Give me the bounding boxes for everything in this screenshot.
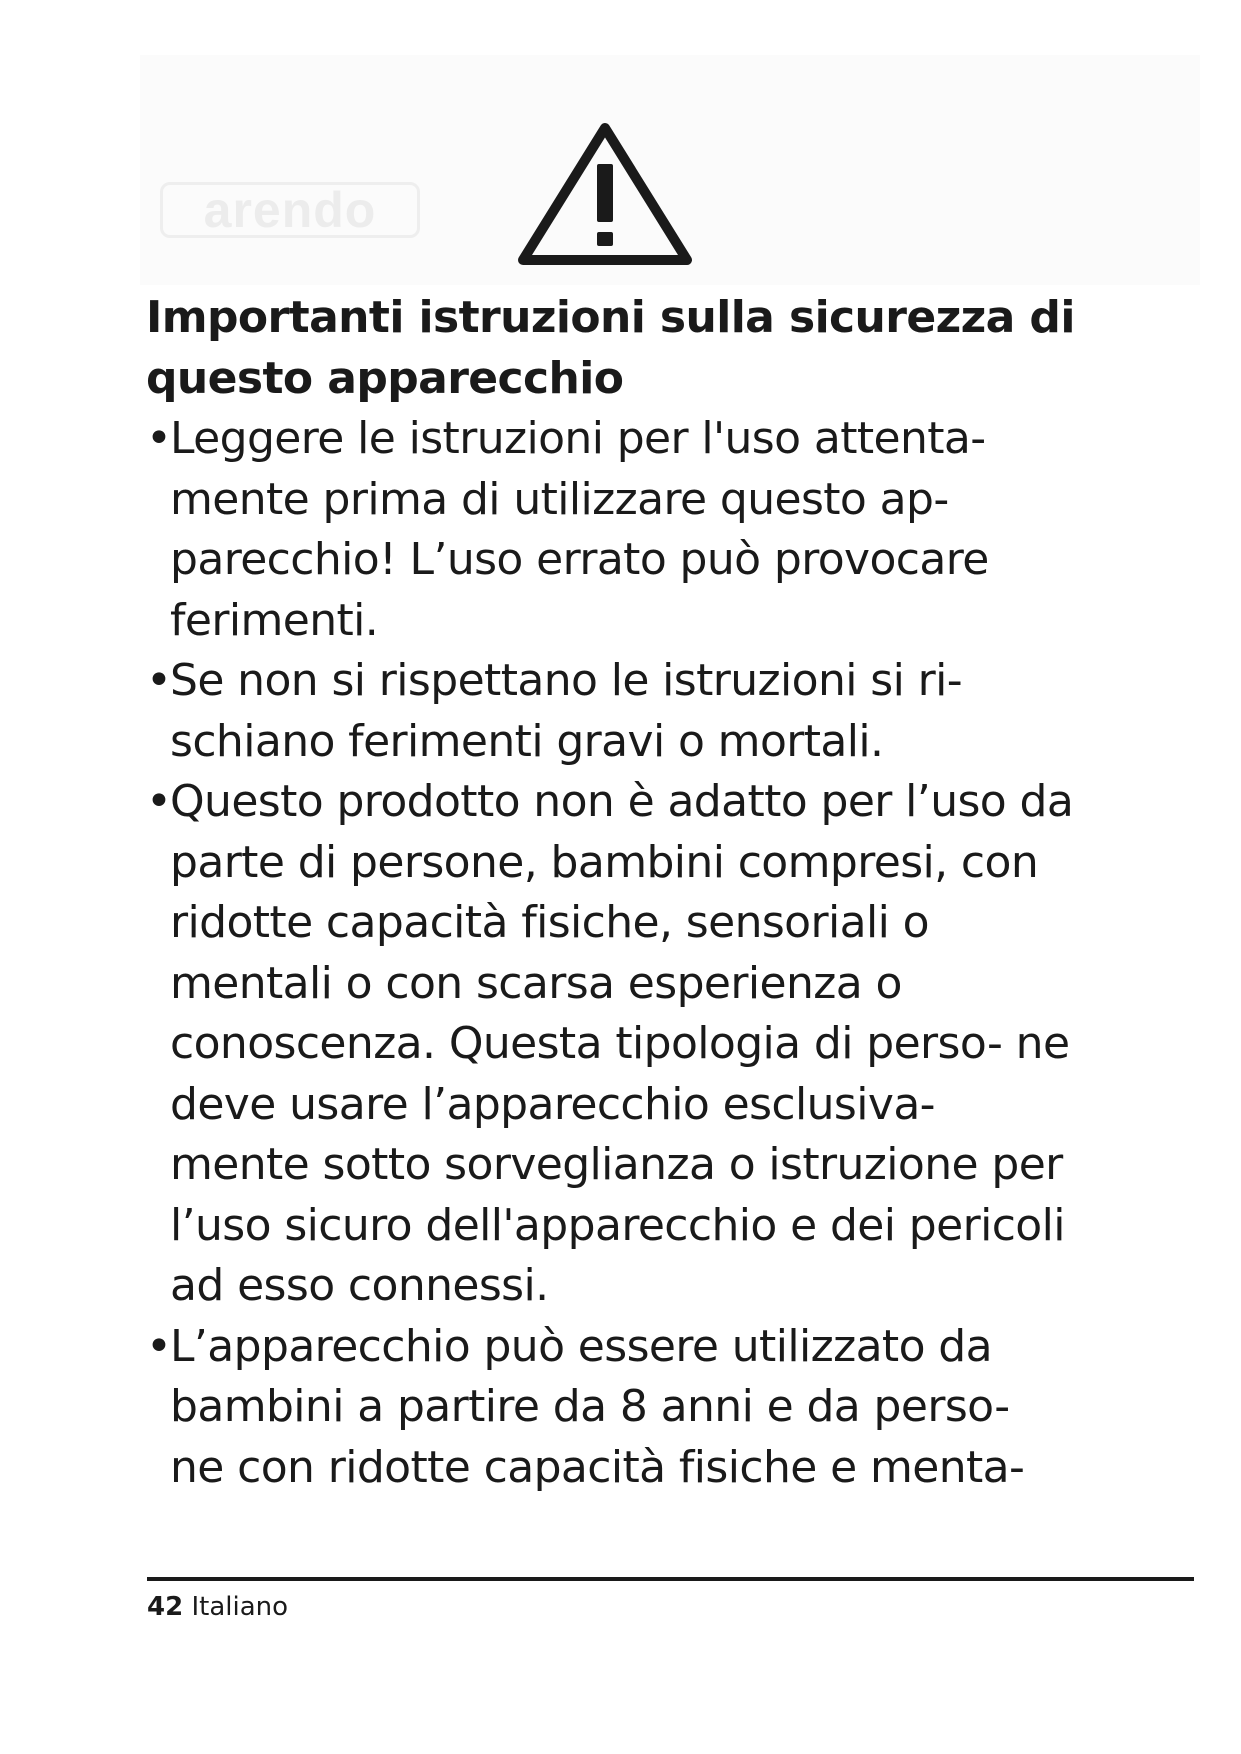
list-item-text: L’apparecchio può essere utilizzato da bambini a partire da 8 anni e da perso- ne con ridotte capacità fisiche e menta- <box>170 1320 1025 1493</box>
list-item-text: Leggere le istruzioni per l'uso attenta- mente prima di utilizzare questo ap- parecchio! L’uso errato può provocare ferimenti. <box>170 413 989 646</box>
bullet-dot: • <box>146 413 172 464</box>
brand-logo-text: arendo <box>203 182 377 238</box>
list-item <box>146 772 1076 1317</box>
list-item <box>146 1317 1076 1499</box>
page-language: Italiano <box>191 1592 289 1622</box>
warning-triangle-icon <box>515 118 695 270</box>
page-number: 42 <box>147 1592 184 1622</box>
safety-heading: Importanti istruzioni sulla sicurezza di questo apparecchio <box>146 292 1075 404</box>
bullet-dot: • <box>146 655 172 706</box>
footer-divider <box>147 1577 1194 1581</box>
safety-content <box>146 287 1076 1498</box>
list-item-text: Se non si rispettano le istruzioni si ri- schiano ferimenti gravi o mortali. <box>170 655 963 767</box>
safety-instructions-list <box>146 409 1076 1498</box>
bullet-dot: • <box>146 776 172 827</box>
page-footer <box>147 1590 288 1624</box>
list-item <box>146 409 1076 651</box>
brand-logo-watermark <box>160 182 420 238</box>
bullet-dot: • <box>146 1320 172 1372</box>
list-item <box>146 651 1076 772</box>
list-item-text: Questo prodotto non è adatto per l’uso da parte di persone, bambini compresi, con ridotte capacità fisiche, sensoriali o mentali o con scarsa esperienza o conoscenza. Questa tipologia di perso- ne deve usare l’apparecchio esclusiva- mente sotto sorveglianza o istruzione per l’uso sicuro dell'apparecchio e dei pericoli ad esso connessi. <box>170 776 1074 1311</box>
